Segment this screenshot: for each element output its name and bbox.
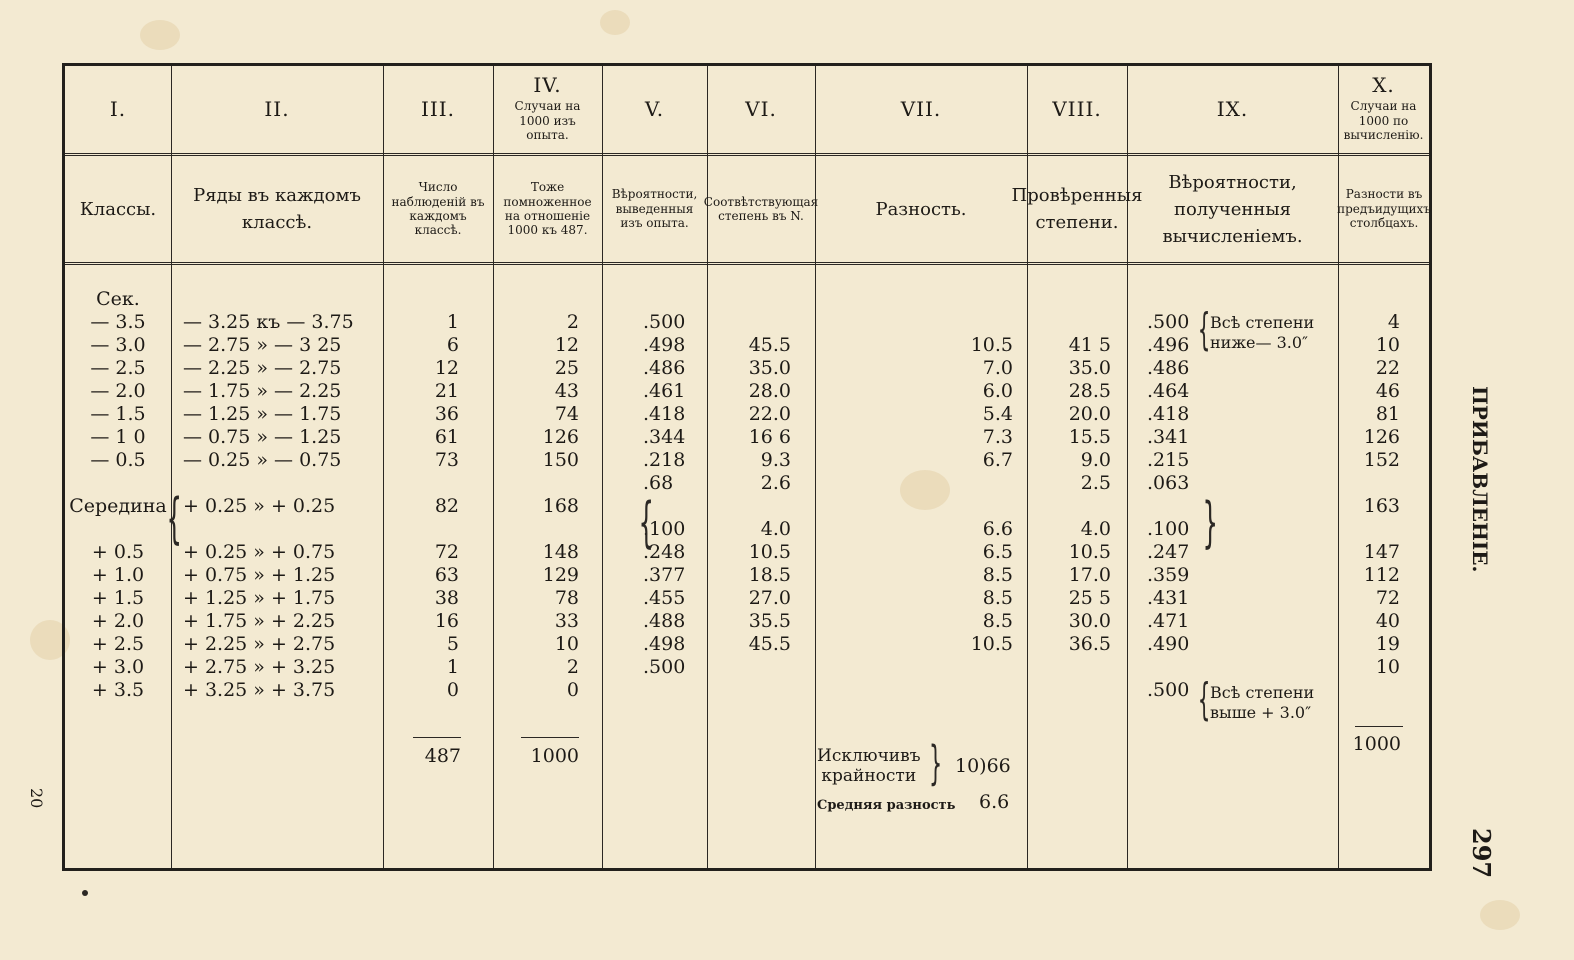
header-desc-8: Провѣренныя степени. [1011, 185, 1143, 233]
header-roman-6: VI. [745, 97, 777, 121]
table-cell: 5 [446, 633, 459, 655]
table-cell: 72 [1375, 587, 1400, 609]
excluding-value: 10)66 [955, 755, 1011, 777]
table-cell: .377 [643, 564, 686, 586]
column-rule [171, 66, 172, 868]
table-cell: 10.5 [1068, 541, 1111, 563]
column-checked-degrees [1027, 311, 1111, 702]
table-cell: .471 [1147, 610, 1190, 632]
table-cell: + 3.25 » + 3.75 [183, 679, 336, 701]
table-cell: 4.0 [760, 518, 791, 540]
table-cell [383, 518, 459, 541]
table-cell: 4 [1387, 311, 1400, 333]
table-cell: .063 [1147, 472, 1190, 494]
table-cell: 10.5 [970, 633, 1013, 655]
table-cell: .100 [1147, 518, 1190, 540]
ink-dot [82, 890, 88, 896]
table-cell: 18.5 [748, 564, 791, 586]
table-cell [707, 679, 791, 702]
table-cell: 73 [434, 449, 459, 471]
column-ranges [183, 311, 379, 702]
table-cell [815, 656, 1013, 679]
table-cell: 6.0 [982, 380, 1013, 402]
table-cell: 8.5 [982, 610, 1013, 632]
note-above-brace: { [1197, 674, 1211, 725]
header-desc-7: Разность. [875, 198, 967, 220]
column-computed-probabilities [1147, 311, 1207, 702]
table-cell: 82 [434, 495, 459, 517]
table-cell: 6 [446, 334, 459, 356]
table-cell: 27.0 [748, 587, 791, 609]
table-cell: .247 [1147, 541, 1190, 563]
column-observations [383, 311, 459, 702]
table-cell: 10 [1375, 656, 1400, 678]
header-roman-10-label: X. [1372, 73, 1395, 98]
table-cell: 6.6 [982, 518, 1013, 540]
header-iv-sub: Случаи на 1000 изъ опыта. [514, 99, 581, 143]
page-number: 297 [1467, 828, 1496, 879]
table-cell: 61 [434, 426, 459, 448]
table-cell: 163 [1363, 495, 1400, 517]
table-cell: .359 [1147, 564, 1190, 586]
table-cell: 28.0 [748, 380, 791, 402]
table-cell [1027, 311, 1111, 334]
table-cell: 25 5 [1068, 587, 1111, 609]
table-cell: + 3.5 [91, 679, 145, 701]
header-roman-3: III. [420, 97, 456, 121]
column-difference [815, 311, 1013, 702]
table-cell: 112 [1363, 564, 1400, 586]
table-cell: 0 [566, 679, 579, 701]
header-desc-6: Соотвѣтствующая степень въ N. [703, 194, 819, 223]
table-cell: .500 [643, 311, 686, 333]
table-cell: — 2.5 [90, 357, 146, 379]
total-rule-col10 [1355, 726, 1403, 727]
table-cell: 1 [446, 656, 459, 678]
paper-stain [600, 10, 630, 35]
note-below-line-1: Всѣ степени [1210, 313, 1315, 332]
table-cell: 22 [1375, 357, 1400, 379]
table-cell: 36 [434, 403, 459, 425]
table-cell: 152 [1363, 449, 1400, 471]
table-cell: — 0.25 » — 0.75 [183, 449, 342, 471]
table-cell: .100 [643, 518, 686, 540]
table-cell [1338, 472, 1400, 495]
table-cell: 1 [446, 311, 459, 333]
total-col3: 487 [424, 745, 461, 767]
table-cell: — 0.5 [90, 449, 146, 471]
header-desc-3: Число наблюденій въ каждомъ классѣ. [391, 180, 485, 238]
table-cell: .344 [643, 426, 686, 448]
table-cell: 22.0 [748, 403, 791, 425]
table-cell: + 0.25 » + 0.25 [183, 495, 336, 517]
table-cell: 38 [434, 587, 459, 609]
excluding-line-2: крайности [821, 766, 917, 786]
table-cell: .500 [643, 656, 686, 678]
table-cell: .500 [1147, 679, 1190, 701]
table-cell: .341 [1147, 426, 1190, 448]
note-above-line-2: выше + 3.0″ [1210, 703, 1312, 722]
table-cell: 2.5 [1080, 472, 1111, 494]
table-cell: 25 [554, 357, 579, 379]
mean-diff-label: Средняя разность [817, 798, 956, 813]
table-cell: .248 [643, 541, 686, 563]
margin-number: 20 [27, 788, 46, 809]
note-above [1210, 683, 1314, 723]
header-roman-9: IX. [1216, 97, 1249, 121]
table-cell: 129 [542, 564, 579, 586]
table-cell: + 0.25 » + 0.75 [183, 541, 336, 563]
table-cell: — 3.5 [90, 311, 146, 333]
table-cell: Середина [69, 495, 167, 517]
table-cell: .498 [643, 334, 686, 356]
table-cell: 33 [554, 610, 579, 632]
table-cell: 43 [554, 380, 579, 402]
mean-diff-value: 6.6 [979, 791, 1010, 813]
header-roman-1: I. [109, 97, 127, 121]
header-roman-7: VII. [900, 97, 942, 121]
table-cell: 2.6 [760, 472, 791, 494]
total-rule-col3 [413, 737, 461, 738]
header-roman-4-label: IV. [533, 73, 562, 98]
table-cell: 74 [554, 403, 579, 425]
table-cell: 10.5 [748, 541, 791, 563]
table-cell: 21 [434, 380, 459, 402]
table-cell: 8.5 [982, 564, 1013, 586]
col5-brace: { [638, 491, 654, 554]
table-cell [1027, 679, 1111, 702]
table-cell: + 1.75 » + 2.25 [183, 610, 336, 632]
table-cell [493, 472, 579, 495]
table-cell: .500 [1147, 311, 1190, 333]
table-cell: .498 [643, 633, 686, 655]
table-cell: 126 [542, 426, 579, 448]
side-title: ПРИБАВЛЕНІЕ. [1468, 386, 1492, 573]
table-cell: 150 [542, 449, 579, 471]
table-cell: .455 [643, 587, 686, 609]
note-below-line-2: ниже— 3.0″ [1210, 333, 1309, 352]
table-cell: .215 [1147, 449, 1190, 471]
excluding-brace: } [929, 736, 943, 790]
table-cell: .488 [643, 610, 686, 632]
table-cell: 78 [554, 587, 579, 609]
table-cell: 16 6 [748, 426, 791, 448]
header-roman-8: VIII. [1052, 97, 1102, 121]
table-cell: 6.7 [982, 449, 1013, 471]
table-cell: 7.0 [982, 357, 1013, 379]
excluding-line-1: Исключивъ [817, 746, 921, 766]
table-cell: 4.0 [1080, 518, 1111, 540]
header-roman-5: V. [644, 97, 665, 121]
table-cell [815, 495, 1013, 518]
header-x-sub: Случаи на 1000 по вычисленію. [1343, 99, 1424, 143]
table-cell: 46 [1375, 380, 1400, 402]
table-cell: .431 [1147, 587, 1190, 609]
table-cell: .418 [643, 403, 686, 425]
table-cell: 9.0 [1080, 449, 1111, 471]
table-cell [643, 679, 703, 702]
table-cell: — 2.25 » — 2.75 [183, 357, 342, 379]
table-cell [815, 311, 1013, 334]
table-frame [62, 63, 1432, 871]
table-cell [707, 656, 791, 679]
column-per-thousand [493, 311, 579, 702]
table-cell: + 0.75 » + 1.25 [183, 564, 336, 586]
table-cell: + 2.25 » + 2.75 [183, 633, 336, 655]
total-col10: 1000 [1352, 733, 1401, 755]
note-below [1210, 313, 1314, 353]
table-cell: 2 [566, 656, 579, 678]
table-cell: — 2.0 [90, 380, 146, 402]
header-desc-9: Вѣроятности, полученныя вычисленіемъ. [1162, 171, 1303, 247]
table-cell [65, 518, 171, 541]
table-cell [1338, 679, 1400, 702]
table-cell [815, 679, 1013, 702]
table-cell: + 1.25 » + 1.75 [183, 587, 336, 609]
table-cell: 63 [434, 564, 459, 586]
table-cell: — 1.25 » — 1.75 [183, 403, 342, 425]
table-cell: 10 [1375, 334, 1400, 356]
table-cell: 35.0 [748, 357, 791, 379]
table-cell: + 1.5 [91, 587, 145, 609]
table-cell: 148 [542, 541, 579, 563]
header-desc-2: Ряды въ каждомъ классѣ. [193, 185, 361, 233]
table-cell: 19 [1375, 633, 1400, 655]
table-cell: 15.5 [1068, 426, 1111, 448]
table-cell: 20.0 [1068, 403, 1111, 425]
table-cell: 9.3 [760, 449, 791, 471]
excluding-label [817, 746, 921, 786]
table-cell [1027, 495, 1111, 518]
paper-stain [140, 20, 180, 50]
table-cell [493, 518, 579, 541]
table-cell: + 2.75 » + 3.25 [183, 656, 336, 678]
header-rule [65, 262, 1429, 265]
table-cell: 2 [566, 311, 579, 333]
table-cell: 126 [1363, 426, 1400, 448]
middle-brace: { [166, 487, 182, 550]
table-cell: 6.5 [982, 541, 1013, 563]
header-roman-4 [493, 66, 602, 153]
table-cell: — 1.75 » — 2.25 [183, 380, 342, 402]
paper-stain [1480, 900, 1520, 930]
table-cell: — 1 0 [90, 426, 146, 448]
header-desc-5: Вѣроятности, выведенныя изъ опыта. [611, 187, 698, 231]
table-cell: — 2.75 » — 3 25 [183, 334, 342, 356]
table-cell: 12 [554, 334, 579, 356]
table-cell: + 2.0 [91, 610, 145, 632]
header-desc-4: Тоже помноженное на отношеніе 1000 къ 487. [503, 180, 592, 238]
table-cell: .486 [643, 357, 686, 379]
table-cell: 10.5 [970, 334, 1013, 356]
table-cell [707, 495, 791, 518]
table-cell [1027, 656, 1111, 679]
table-cell: .486 [1147, 357, 1190, 379]
table-cell: 28.5 [1068, 380, 1111, 402]
table-cell: 147 [1363, 541, 1400, 563]
table-cell: — 3.25 къ — 3.75 [183, 311, 354, 333]
col9-brace: } [1202, 491, 1218, 554]
table-cell [1338, 518, 1400, 541]
table-cell: + 3.0 [91, 656, 145, 678]
header-desc-10: Разности въ предъидущихъ столбцахъ. [1337, 187, 1431, 231]
table-cell: — 1.5 [90, 403, 146, 425]
table-cell: 30.0 [1068, 610, 1111, 632]
table-cell: 10 [554, 633, 579, 655]
table-cell: 45.5 [748, 633, 791, 655]
table-cell: 72 [434, 541, 459, 563]
column-rule [602, 66, 603, 868]
table-cell: 35.5 [748, 610, 791, 632]
table-cell: .68 [643, 472, 674, 494]
table-cell: + 1.0 [91, 564, 145, 586]
total-rule-col4 [521, 737, 579, 738]
column-x-differences [1338, 311, 1400, 702]
table-cell: 41 5 [1068, 334, 1111, 356]
table-cell: 17.0 [1068, 564, 1111, 586]
table-cell [383, 472, 459, 495]
table-cell: 168 [542, 495, 579, 517]
header-roman-2: II. [264, 97, 290, 121]
table-cell: + 2.5 [91, 633, 145, 655]
note-below-brace: { [1197, 304, 1211, 355]
table-cell: 40 [1375, 610, 1400, 632]
table-cell: .218 [643, 449, 686, 471]
table-cell: 0 [446, 679, 459, 701]
table-cell: 45.5 [748, 334, 791, 356]
table-cell [183, 518, 379, 541]
column-degrees [707, 311, 791, 702]
header-roman-10 [1338, 66, 1429, 153]
table-cell: .496 [1147, 334, 1190, 356]
column-classes [65, 288, 171, 702]
table-cell: + 0.5 [91, 541, 145, 563]
total-col4: 1000 [530, 745, 579, 767]
table-cell: 16 [434, 610, 459, 632]
table-cell: 7.3 [982, 426, 1013, 448]
table-cell: 36.5 [1068, 633, 1111, 655]
table-cell [65, 472, 171, 495]
table-cell [815, 472, 1013, 495]
table-cell [1147, 495, 1207, 518]
table-cell: 5.4 [982, 403, 1013, 425]
table-cell: .490 [1147, 633, 1190, 655]
table-cell: 8.5 [982, 587, 1013, 609]
table-cell [707, 311, 791, 334]
table-cell: .461 [643, 380, 686, 402]
note-above-line-1: Всѣ степени [1210, 683, 1315, 702]
table-cell: .418 [1147, 403, 1190, 425]
table-cell: — 0.75 » — 1.25 [183, 426, 342, 448]
table-cell: 81 [1375, 403, 1400, 425]
table-cell: 12 [434, 357, 459, 379]
table-cell: — 3.0 [90, 334, 146, 356]
table-cell: Сек. [96, 288, 140, 310]
table-cell: 35.0 [1068, 357, 1111, 379]
table-cell: .464 [1147, 380, 1190, 402]
header-desc-1: Классы. [79, 198, 157, 220]
table-cell [183, 472, 379, 495]
